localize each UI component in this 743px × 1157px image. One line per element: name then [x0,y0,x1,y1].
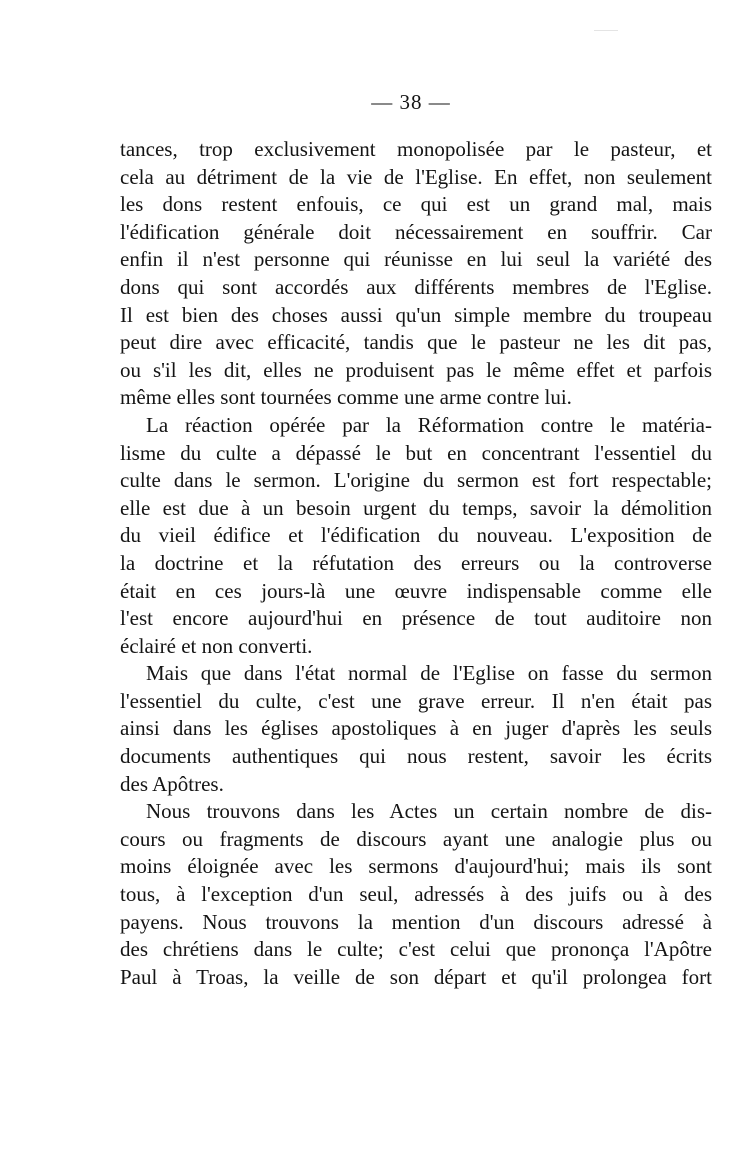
text-line: l'édification générale doit nécessairement en souffrir. Car [120,219,712,244]
text-line: des chrétiens dans le culte; c'est celui que prononça l'Apôtre [120,937,712,962]
text-line: moins éloignée avec les sermons d'aujourd'hui; mais ils sont [120,854,712,879]
text-line: l'est encore aujourd'hui en présence de tout auditoire non [120,606,712,631]
text-line: Mais que dans l'état normal de l'Eglise on fasse du sermon [146,661,712,686]
text-line: enfin il n'est personne qui réunisse en lui seul la variété des [120,247,712,272]
text-line: du vieil édifice et l'édification du nouveau. L'exposition de [120,523,712,548]
text-line: La réaction opérée par la Réformation contre le matéria- [146,412,712,437]
text-line: l'essentiel du culte, c'est une grave erreur. Il n'en était pas [120,688,712,713]
text-line: était en ces jours-là une œuvre indispensable comme elle [120,578,712,603]
text-line: tous, à l'exception d'un seul, adressés à des juifs ou à des [120,882,712,907]
text-line: documents authentiques qui nous restent, savoir les écrits [120,744,712,769]
text-line: cela au détriment de la vie de l'Eglise. En effet, non seulement [120,164,712,189]
text-line: dons qui sont accordés aux différents membres de l'Eglise. [120,274,712,299]
text-line: les dons restent enfouis, ce qui est un grand mal, mais [120,192,712,217]
text-line: la doctrine et la réfutation des erreurs ou la controverse [120,550,712,575]
text-line: culte dans le sermon. L'origine du sermon est fort respectable; [120,468,712,493]
text-line: ainsi dans les églises apostoliques à en juger d'après les seuls [120,716,712,741]
text-line: lisme du culte a dépassé le but en concentrant l'essentiel du [120,440,712,465]
text-line: cours ou fragments de discours ayant une analogie plus ou [120,826,712,851]
text-line: payens. Nous trouvons la mention d'un discours adressé à [120,909,712,934]
text-line: Paul à Troas, la veille de son départ et qu'il prolongea fort [120,964,712,989]
text-line: même elles sont tournées comme une arme contre lui. [120,385,572,410]
text-line: tances, trop exclusivement monopolisée par le pasteur, et [120,137,712,161]
text-line: elle est due à un besoin urgent du temps, savoir la démolition [120,495,712,520]
text-line: Il est bien des choses aussi qu'un simple membre du troupeau [120,302,712,327]
body-text [120,136,712,991]
text-line: ou s'il les dit, elles ne produisent pas le même effet et parfois [120,357,712,382]
page-number: — 38 — [371,90,451,114]
text-line: Nous trouvons dans les Actes un certain nombre de dis- [146,799,712,824]
paper-speck [594,30,618,31]
text-line: peut dire avec efficacité, tandis que le pasteur ne les dit pas, [120,330,712,355]
text-line: des Apôtres. [120,771,224,796]
text-line: éclairé et non converti. [120,633,313,658]
